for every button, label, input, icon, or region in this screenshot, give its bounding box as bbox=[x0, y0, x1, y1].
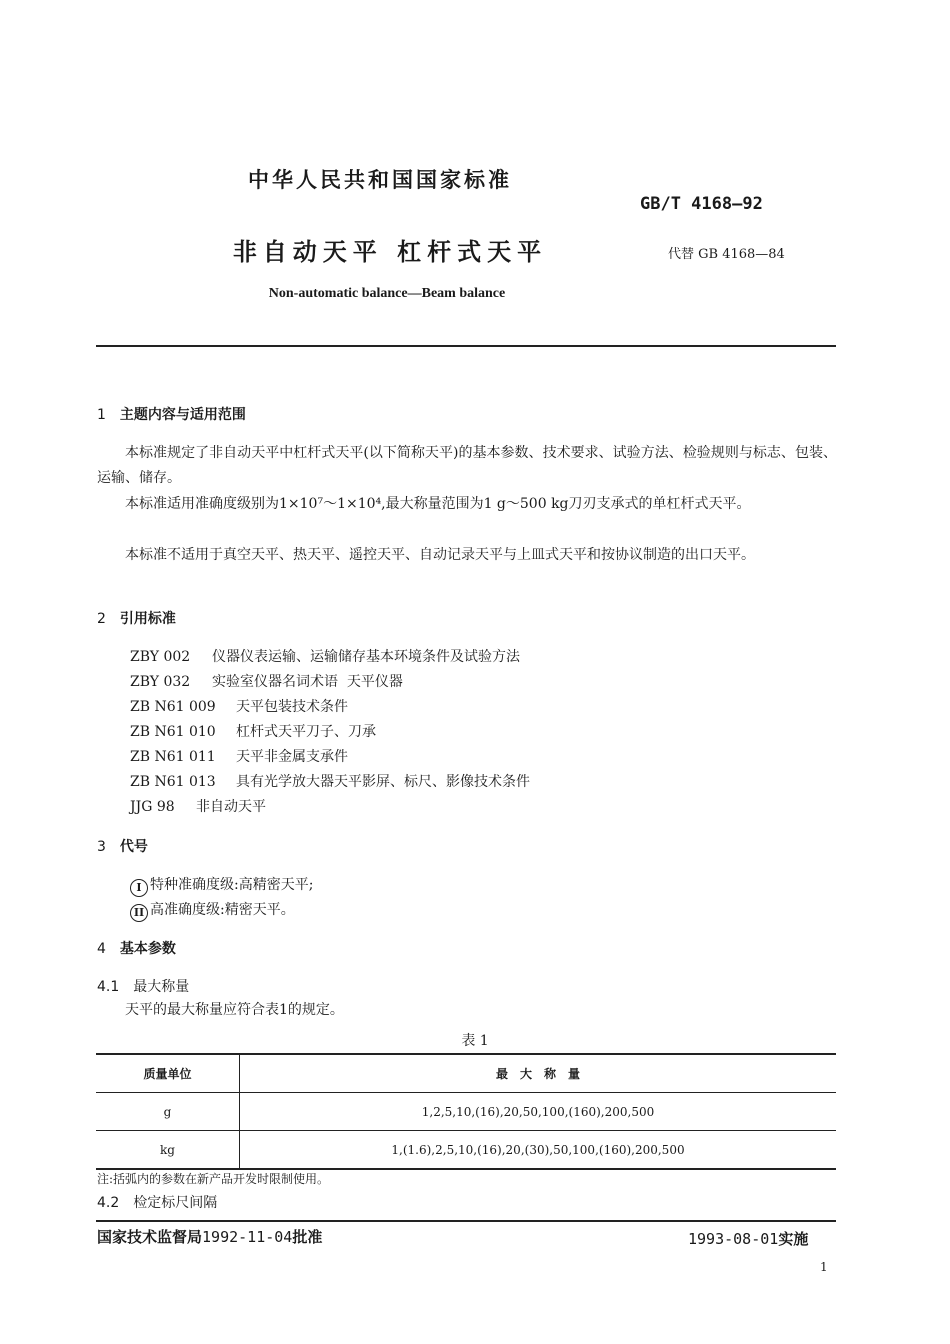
table-note: 注:括弧内的参数在新产品开发时限制使用。 bbox=[97, 1172, 330, 1186]
reference-title: 天平包装技术条件 bbox=[236, 699, 348, 715]
section-1-paragraph-1: 本标准规定了非自动天平中杠杆式天平(以下简称天平)的基本参数、技术要求、试验方法、检验规则与标志、包装、运输、储存。 bbox=[97, 445, 837, 486]
table-cell-values: 1,(1.6),2,5,10,(16),20,(30),50,100,(160),200,500 bbox=[240, 1131, 837, 1170]
reference-code: JJG 98 bbox=[130, 799, 175, 815]
reference-code: ZB N61 010 bbox=[130, 724, 216, 740]
reference-title: 非自动天平 bbox=[196, 799, 266, 815]
class-ii-circle-icon: II bbox=[130, 904, 148, 922]
section-title: 代号 bbox=[119, 839, 148, 855]
subsection-number: 4.2 bbox=[97, 1195, 120, 1211]
english-title: Non-automatic balance—Beam balance bbox=[268, 286, 506, 301]
table-cell-unit: kg bbox=[96, 1131, 240, 1170]
header-max-capacity: 最 大 称 量 bbox=[240, 1054, 837, 1093]
table-caption: 表 1 bbox=[461, 1033, 489, 1049]
subsection-title: 检定标尺间隔 bbox=[133, 1195, 218, 1211]
table-row bbox=[96, 1131, 836, 1170]
section-1-heading bbox=[97, 404, 246, 424]
section-title: 引用标准 bbox=[119, 611, 176, 627]
implementation-line bbox=[688, 1228, 808, 1249]
reference-title: 实验室仪器名词术语 天平仪器 bbox=[212, 674, 403, 690]
reference-title: 仪器仪表运输、运输储存基本环境条件及试验方法 bbox=[212, 649, 520, 665]
standard-code: GB/T 4168—92 bbox=[640, 194, 763, 214]
section-1-paragraph-2: 本标准适用准确度级别为1×10⁷～1×10⁴,最大称量范围为1 g～500 kg刀刃支承式的单杠杆式天平。 bbox=[125, 496, 751, 512]
section-title: 基本参数 bbox=[119, 941, 176, 957]
approval-word: 批准 bbox=[292, 1228, 323, 1246]
reference-item bbox=[130, 771, 530, 791]
subsection-4-1-paragraph: 天平的最大称量应符合表1的规定。 bbox=[125, 1002, 344, 1018]
reference-code: ZB N61 011 bbox=[130, 749, 216, 765]
header-divider bbox=[96, 345, 836, 347]
reference-title: 杠杆式天平刀子、刀承 bbox=[236, 724, 376, 740]
symbol-description: 特种准确度级:高精密天平; bbox=[150, 877, 314, 893]
replaces-standard: 代替 GB 4168—84 bbox=[668, 247, 785, 262]
section-3-heading bbox=[97, 836, 148, 856]
header-mass-unit: 质量单位 bbox=[96, 1054, 240, 1093]
implementation-date: 1993-08-01 bbox=[688, 1230, 779, 1248]
max-capacity-table bbox=[96, 1053, 836, 1170]
section-number: 4 bbox=[97, 941, 106, 957]
national-standard-title: 中华人民共和国国家标准 bbox=[248, 168, 512, 192]
subsection-title: 最大称量 bbox=[133, 979, 190, 995]
approval-date: 1992-11-04 bbox=[202, 1228, 293, 1246]
section-title: 主题内容与适用范围 bbox=[119, 407, 246, 423]
reference-item bbox=[130, 646, 520, 666]
table-cell-unit: g bbox=[96, 1093, 240, 1131]
approving-authority: 国家技术监督局 bbox=[97, 1228, 203, 1246]
table-cell-values: 1,2,5,10,(16),20,50,100,(160),200,500 bbox=[240, 1093, 837, 1131]
subsection-4-1-heading bbox=[97, 976, 189, 996]
section-2-heading bbox=[97, 608, 176, 628]
page-number: 1 bbox=[820, 1260, 828, 1274]
symbol-item bbox=[130, 899, 295, 922]
subsection-4-2-heading bbox=[97, 1192, 217, 1212]
reference-code: ZB N61 013 bbox=[130, 774, 216, 790]
footer-divider bbox=[96, 1220, 836, 1222]
class-i-circle-icon: I bbox=[130, 879, 148, 897]
reference-title: 天平非金属支承件 bbox=[236, 749, 348, 765]
subsection-number: 4.1 bbox=[97, 979, 120, 995]
section-4-heading bbox=[97, 938, 176, 958]
reference-code: ZBY 002 bbox=[130, 649, 191, 665]
document-title: 非自动天平 杠杆式天平 bbox=[232, 238, 548, 266]
reference-item bbox=[130, 671, 403, 691]
table-row bbox=[96, 1093, 836, 1131]
section-number: 1 bbox=[97, 407, 106, 423]
section-1-paragraph-3: 本标准不适用于真空天平、热天平、遥控天平、自动记录天平与上皿式天平和按协议制造的出口天平。 bbox=[125, 547, 755, 563]
approval-line bbox=[97, 1226, 322, 1247]
reference-item bbox=[130, 746, 348, 766]
section-number: 3 bbox=[97, 839, 106, 855]
symbol-description: 高准确度级:精密天平。 bbox=[150, 902, 295, 918]
implementation-word: 实施 bbox=[778, 1230, 809, 1248]
reference-code: ZB N61 009 bbox=[130, 699, 216, 715]
reference-code: ZBY 032 bbox=[130, 674, 191, 690]
reference-item bbox=[130, 721, 376, 741]
symbol-item bbox=[130, 874, 313, 897]
reference-item bbox=[130, 696, 348, 716]
section-number: 2 bbox=[97, 611, 106, 627]
table-header-row bbox=[96, 1054, 836, 1093]
reference-item bbox=[130, 796, 266, 816]
reference-title: 具有光学放大器天平影屏、标尺、影像技术条件 bbox=[236, 774, 530, 790]
